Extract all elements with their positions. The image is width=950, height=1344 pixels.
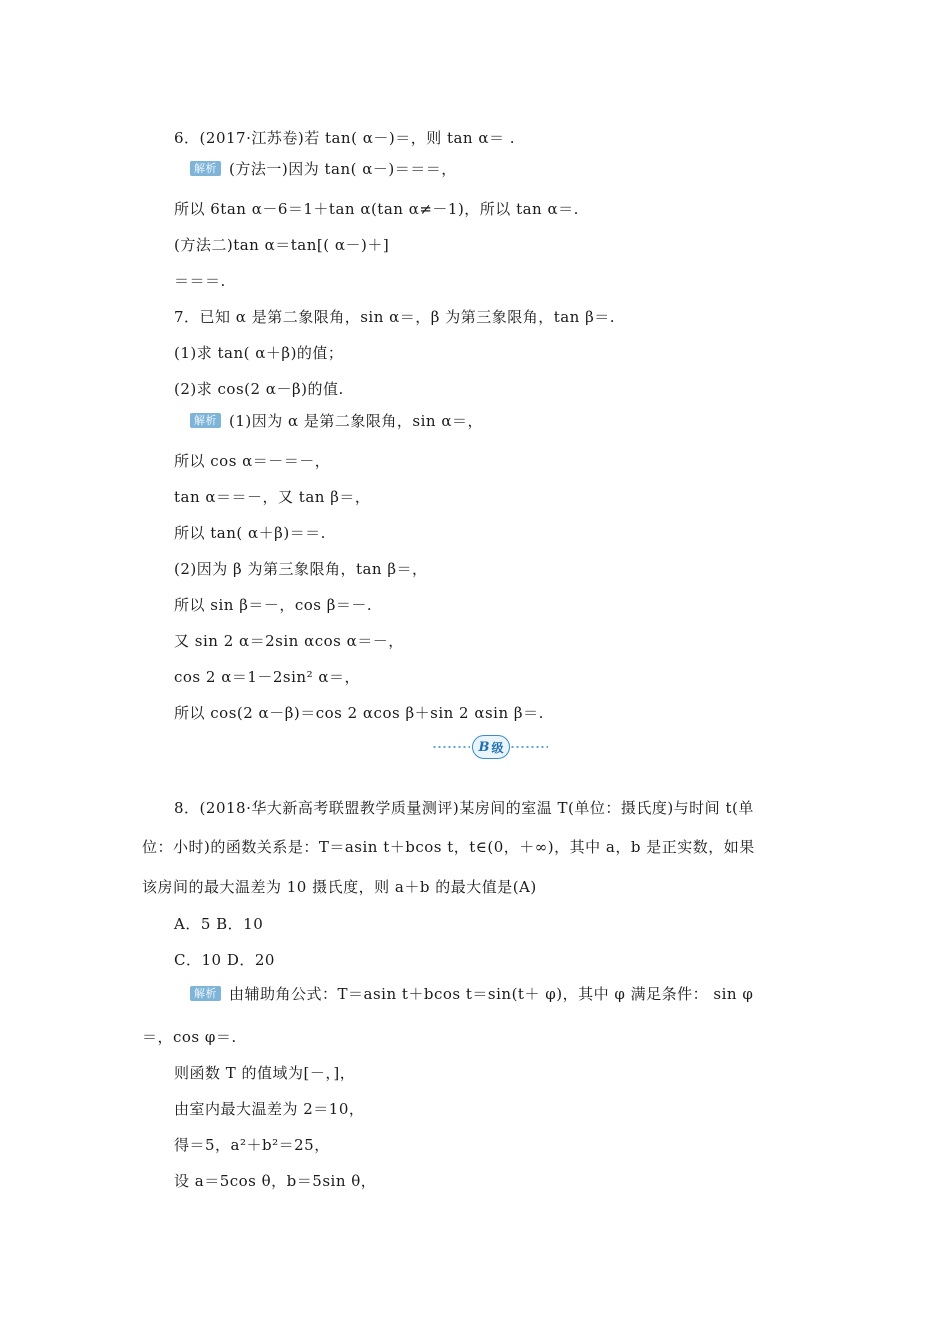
question-8-line1: 8．(2018·华大新高考联盟教学质量测评)某房间的室温 T(单位：摄氏度)与时间 t(单 [174, 799, 754, 817]
text-line: cos 2 α＝1－2sin² α＝， [174, 668, 360, 686]
text-line: 所以 6tan α－6＝1＋tan α(tan α≠－1)，所以 tan α＝. [174, 200, 579, 218]
question-8-line2: 位：小时)的函数关系是：T＝asin t＋bcos t，t∈(0，＋∞)，其中 a，b 是正实数，如果 [142, 838, 755, 856]
text-line: 则函数 T 的值域为[－，]， [174, 1064, 356, 1082]
text-line: ＝＝＝. [174, 272, 226, 290]
text-line: (方法二)tan α＝tan[( α－)＋] [174, 236, 390, 254]
badge-letter: B [478, 739, 490, 755]
question-7-part2: (2)求 cos(2 α－β)的值. [174, 380, 344, 398]
text-line: 设 a＝5cos θ，b＝5sin θ， [174, 1172, 377, 1190]
question-6: 6．(2017·江苏卷)若 tan( α－)＝，则 tan α＝ . [174, 129, 516, 147]
analysis-tag: 解析 [190, 413, 221, 428]
section-badge [472, 735, 510, 759]
text-line: 所以 cos(2 α－β)＝cos 2 αcos β＋sin 2 αsin β＝. [174, 704, 544, 722]
text-line: tan α＝＝－，又 tan β＝， [174, 488, 371, 506]
divider-dots-left [432, 746, 470, 748]
text-line: 又 sin 2 α＝2sin αcos α＝－， [174, 632, 404, 650]
text-line: 由室内最大温差为 2＝10， [174, 1100, 365, 1118]
analysis-tag: 解析 [190, 986, 221, 1001]
options-ab: A．5 B．10 [174, 915, 264, 933]
question-8-line3: 该房间的最大温差为 10 摄氏度，则 a＋b 的最大值是(A) [142, 878, 537, 896]
text-line: 所以 tan( α＋β)＝＝. [174, 524, 326, 542]
analysis-6-method1 [190, 158, 457, 180]
question-7: 7．已知 α 是第二象限角，sin α＝，β 为第三象限角，tan β＝. [174, 308, 616, 326]
text-line: (2)因为 β 为第三象限角，tan β＝， [174, 560, 428, 578]
text-line: 所以 cos α＝－＝－， [174, 452, 331, 470]
analysis-tag: 解析 [190, 161, 221, 176]
analysis-text: (方法一)因为 tan( α－)＝＝＝， [229, 160, 457, 178]
options-cd: C．10 D．20 [174, 951, 275, 969]
analysis-7 [190, 410, 483, 432]
text-line: 所以 sin β＝－，cos β＝－. [174, 596, 373, 614]
text-line: 得＝5，a²＋b²＝25， [174, 1136, 330, 1154]
analysis-text: (1)因为 α 是第二象限角，sin α＝， [229, 412, 483, 430]
badge-char: 级 [491, 740, 504, 755]
divider-dots-right [510, 746, 548, 748]
analysis-text: 由辅助角公式：T＝asin t＋bcos t＝sin(t＋ φ)，其中 φ 满足条件： sin φ [229, 985, 754, 1003]
analysis-8 [190, 983, 753, 1005]
text-line: ＝，cos φ＝. [142, 1028, 237, 1046]
section-divider-b [430, 735, 550, 759]
question-7-part1: (1)求 tan( α＋β)的值； [174, 344, 344, 362]
